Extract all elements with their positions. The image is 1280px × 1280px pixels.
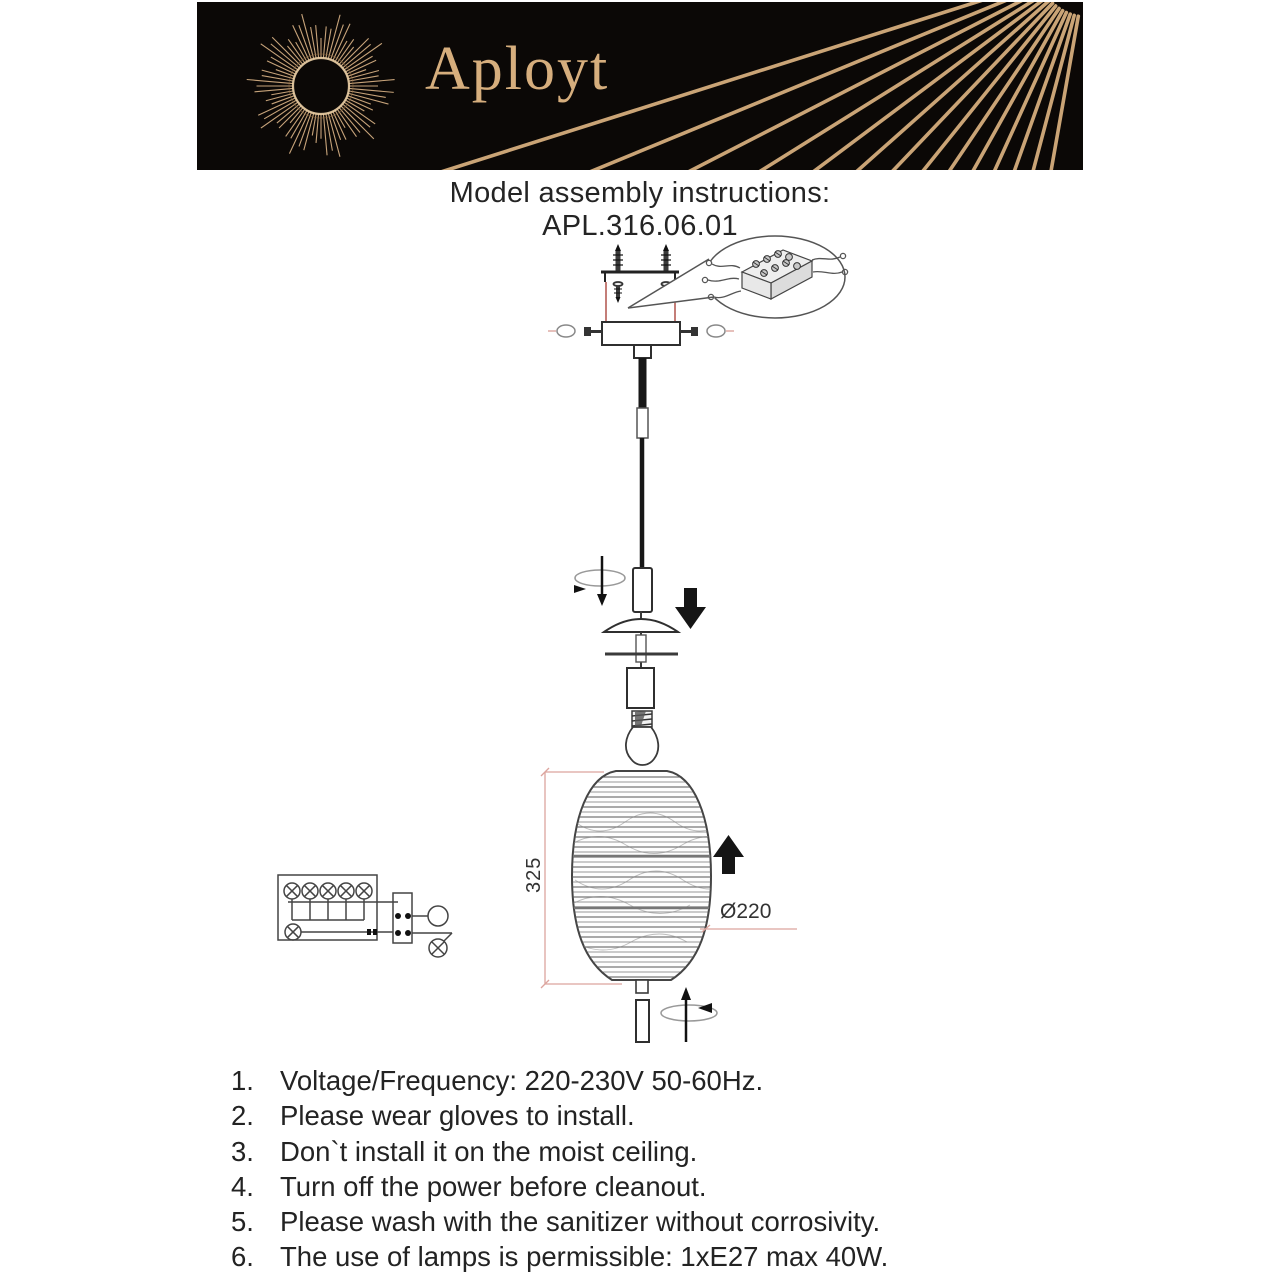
rotate-icon [574,556,625,606]
down-arrow-icon [675,588,706,629]
canopy [602,322,680,345]
instruction-number: 2. [231,1100,254,1132]
ribbed-lampshade [570,771,738,993]
page-title: Model assembly instructions: [449,177,831,209]
instruction-item [231,1204,1091,1239]
instruction-item [231,1098,1091,1133]
up-arrow-icon [713,835,744,874]
rod-sleeve [636,635,646,662]
terminal-dots [395,913,411,936]
instruction-item [231,1169,1091,1204]
light-bulb-icon [626,711,658,765]
height-dimension-label: 325 [523,856,545,893]
wiring-schematic [278,875,452,957]
instruction-text: The use of lamps is permissible: 1xE27 max 40W. [280,1241,889,1273]
instruction-number: 1. [231,1065,254,1096]
instruction-text: Please wear gloves to install. [280,1100,635,1132]
cone-holder [604,619,678,632]
instruction-text: Don`t install it on the moist ceiling. [280,1135,698,1167]
instruction-number: 4. [231,1170,254,1202]
rotate-icon [661,987,717,1042]
instruction-item [231,1063,1091,1098]
lamp-symbols [284,883,372,899]
bottom-finial [636,1000,649,1042]
model-code: APL.316.06.01 [542,210,738,242]
strain-relief [633,568,652,612]
instruction-text: Turn off the power before cleanout. [280,1170,707,1202]
instruction-text: Please wash with the sanitizer without corrosivity. [280,1206,881,1238]
instruction-number: 5. [231,1206,254,1238]
cable-connector [637,408,648,438]
instruction-number: 3. [231,1135,254,1167]
mounting-plate [601,272,679,282]
instruction-number: 6. [231,1241,254,1273]
terminal-block-callout [628,236,848,318]
instruction-item [231,1239,1091,1274]
brand-logo-text: Aployt [425,35,610,103]
canopy-stem [634,345,651,358]
ceiling-anchor-icon [613,244,671,271]
shade-ribs [570,777,713,977]
instruction-list [231,1063,1091,1275]
instruction-item [231,1134,1091,1169]
diameter-dimension-label: Ø220 [720,900,772,923]
instruction-text: Voltage/Frequency: 220-230V 50-60Hz. [280,1065,764,1096]
lamp-socket [627,668,654,708]
